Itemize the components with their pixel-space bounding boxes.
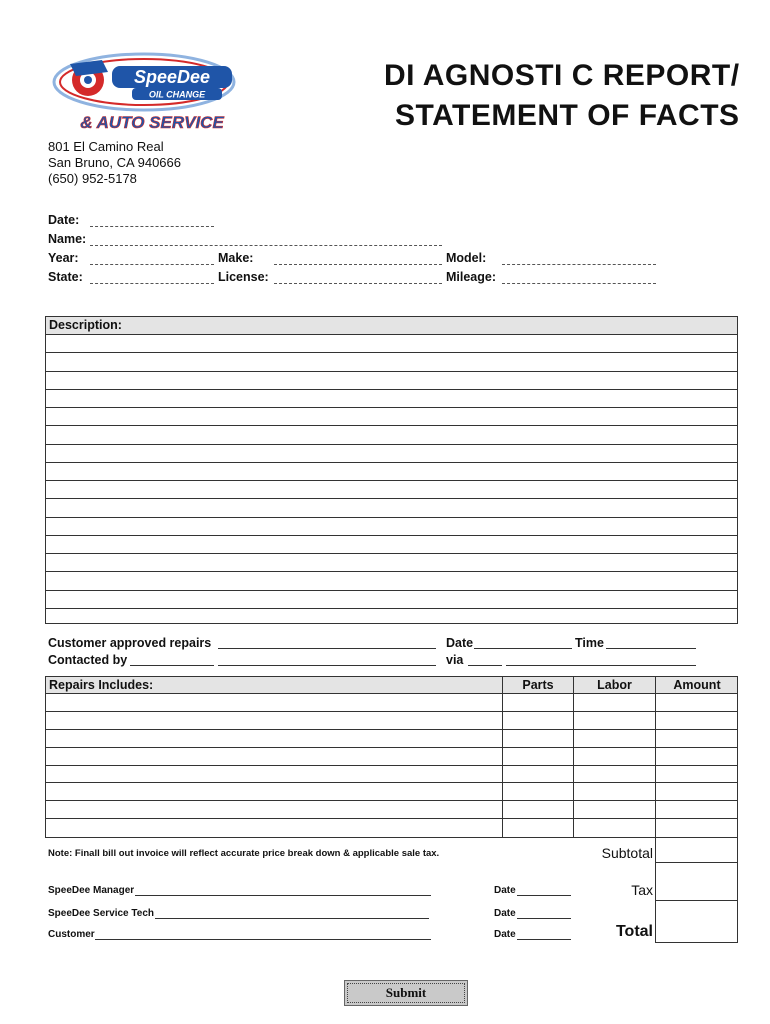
license-field[interactable] xyxy=(274,283,442,284)
name-label: Name: xyxy=(48,232,87,246)
customer-date-field[interactable] xyxy=(517,939,571,940)
report-title-line1: DI AGNOSTI C REPORT/ xyxy=(384,59,740,92)
year-label: Year: xyxy=(48,251,79,265)
tech-date-field[interactable] xyxy=(517,918,571,919)
repairs-line[interactable] xyxy=(46,766,737,784)
address-street: 801 El Camino Real xyxy=(48,139,164,154)
customer-label: Customer xyxy=(48,929,95,940)
mileage-field[interactable] xyxy=(502,283,656,284)
manager-signature-field[interactable] xyxy=(135,895,431,896)
repairs-line[interactable] xyxy=(46,783,737,801)
repairs-header: Repairs Includes: xyxy=(49,678,154,692)
description-line[interactable] xyxy=(46,518,737,536)
license-label: License: xyxy=(218,270,269,284)
approval-time-field[interactable] xyxy=(606,648,696,649)
address-city: San Bruno, CA 940666 xyxy=(48,155,181,170)
contacted-by-field-2[interactable] xyxy=(218,665,436,666)
description-line[interactable] xyxy=(46,445,737,463)
labor-column-header: Labor xyxy=(597,678,632,692)
approval-date-field[interactable] xyxy=(474,648,572,649)
description-line[interactable] xyxy=(46,572,737,590)
amount-column-divider xyxy=(655,676,656,838)
repairs-line[interactable] xyxy=(46,730,737,748)
tech-label: SpeeDee Service Tech xyxy=(48,908,154,919)
contacted-by-label: Contacted by xyxy=(48,653,128,667)
model-label: Model: xyxy=(446,251,487,265)
total-label: Total xyxy=(615,923,653,940)
logo-name: SpeeDee xyxy=(133,67,211,87)
amount-column-header: Amount xyxy=(673,678,721,692)
tech-signature-field[interactable] xyxy=(155,918,429,919)
customer-approved-field[interactable] xyxy=(218,648,436,649)
speedee-logo xyxy=(52,50,252,136)
manager-date-label: Date xyxy=(494,885,516,896)
parts-column-header: Parts xyxy=(522,678,554,692)
repairs-line[interactable] xyxy=(46,819,737,837)
make-label: Make: xyxy=(218,251,254,265)
description-line[interactable] xyxy=(46,335,737,353)
date-label: Date: xyxy=(48,213,80,227)
address-phone: (650) 952-5178 xyxy=(48,171,137,186)
manager-label: SpeeDee Manager xyxy=(48,885,135,896)
mileage-label: Mileage: xyxy=(446,270,497,284)
description-line[interactable] xyxy=(46,554,737,572)
description-line[interactable] xyxy=(46,609,737,627)
description-line[interactable] xyxy=(46,481,737,499)
state-label: State: xyxy=(48,270,83,284)
logo-subtitle: OIL CHANGE xyxy=(148,89,206,100)
total-cell[interactable] xyxy=(656,901,737,942)
tech-date-label: Date xyxy=(494,908,516,919)
date-field[interactable] xyxy=(90,226,214,227)
model-field[interactable] xyxy=(502,264,656,265)
labor-column-divider xyxy=(573,676,574,838)
description-table xyxy=(45,316,738,624)
repairs-line[interactable] xyxy=(46,712,737,730)
repairs-line[interactable] xyxy=(46,748,737,766)
customer-approved-label: Customer approved repairs xyxy=(48,636,212,650)
customer-signature-field[interactable] xyxy=(95,939,431,940)
description-line[interactable] xyxy=(46,536,737,554)
manager-date-field[interactable] xyxy=(517,895,571,896)
via-field[interactable] xyxy=(468,665,502,666)
tax-label: Tax xyxy=(631,882,653,898)
make-field[interactable] xyxy=(274,264,442,265)
submit-button[interactable]: Submit xyxy=(344,980,468,1006)
description-line[interactable] xyxy=(46,426,737,444)
repairs-table xyxy=(45,676,738,838)
contacted-by-field[interactable] xyxy=(130,665,214,666)
description-line[interactable] xyxy=(46,499,737,517)
description-line[interactable] xyxy=(46,591,737,609)
state-field[interactable] xyxy=(90,283,214,284)
description-line[interactable] xyxy=(46,463,737,481)
name-field[interactable] xyxy=(90,245,442,246)
approval-time-label: Time xyxy=(575,636,604,650)
subtotal-cell[interactable] xyxy=(656,838,737,863)
repairs-line[interactable] xyxy=(46,801,737,819)
repairs-line[interactable] xyxy=(46,694,737,712)
tax-cell[interactable] xyxy=(656,863,737,901)
via-field-2[interactable] xyxy=(506,665,696,666)
description-line[interactable] xyxy=(46,353,737,371)
description-line[interactable] xyxy=(46,408,737,426)
description-header: Description: xyxy=(46,317,737,335)
via-label: via xyxy=(446,653,464,667)
logo-tagline: & AUTO SERVICE xyxy=(80,113,224,132)
customer-date-label: Date xyxy=(494,929,516,940)
description-line[interactable] xyxy=(46,390,737,408)
totals-box xyxy=(655,837,738,943)
report-title-line2: STATEMENT OF FACTS xyxy=(395,99,740,132)
year-field[interactable] xyxy=(90,264,214,265)
approval-date-label: Date xyxy=(446,636,474,650)
subtotal-label: Subtotal xyxy=(601,845,653,861)
parts-column-divider xyxy=(502,676,503,838)
description-line[interactable] xyxy=(46,372,737,390)
invoice-note: Note: Finall bill out invoice will reflect accurate price break down & applicable sale tax. xyxy=(48,848,440,859)
